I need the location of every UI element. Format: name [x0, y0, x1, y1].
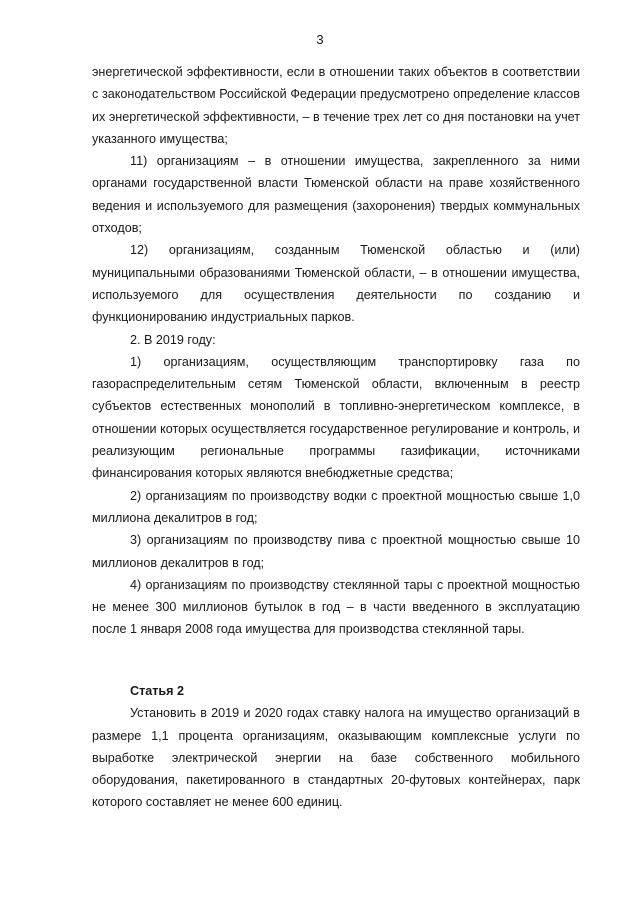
paragraph: 11) организациям – в отношении имущества, закрепленного за ними органами государственной власти Тюменской области на праве хозяйственного ведения и используемого для размещения (захоронения) твердых коммунальных отходов; [92, 154, 580, 236]
paragraph: 12) организациям, созданным Тюменской областью и (или) муниципальными образованиями Тюменской области, – в отношении имущества, используемого для осуществления деятельности по созданию и функционированию индустриальных парков. [92, 243, 580, 325]
paragraph: 1) организациям, осуществляющим транспортировку газа по газораспределительным сетям Тюменской области, включенным в реестр субъектов естественных монополий в топливно-энергетическом комплексе, в отношении которых осуществляется государственное регулирование и контроль, и реализующим региональные программы газификации, источниками финансирования которых являются внебюджетные средства; [92, 354, 580, 481]
article-heading: Статья 2 [130, 684, 185, 698]
paragraph: 3) организациям по производству пива с проектной мощностью свыше 10 миллионов декалитров в год; [92, 533, 580, 570]
paragraph: энергетической эффективности, если в отношении таких объектов в соответствии с законодательством Российской Федерации предусмотрено определение классов их энергетической эффективности, – в течение трех лет со дня постановки на учет указанного имущества; [92, 65, 580, 146]
body-text [92, 61, 580, 641]
paragraph: 2) организациям по производству водки с проектной мощностью свыше 1,0 миллиона декалитров в год; [92, 488, 580, 525]
article-section [92, 680, 580, 814]
paragraph: 4) организациям по производству стеклянной тары с проектной мощностью не менее 300 миллионов бутылок в год – в части введенного в эксплуатацию после 1 января 2008 года имущества для производства стеклянной тары. [92, 577, 580, 637]
paragraph: 2. В 2019 году: [130, 332, 216, 347]
paragraph: Установить в 2019 и 2020 годах ставку налога на имущество организаций в размере 1,1 процента организациям, оказывающим комплексные услуги по выработке электрической энергии на базе собственного мобильного оборудования, пакетированного в стандартных 20-футовых контейнерах, парк которого составляет не менее 600 единиц. [92, 706, 580, 810]
page-number: 3 [316, 32, 324, 47]
